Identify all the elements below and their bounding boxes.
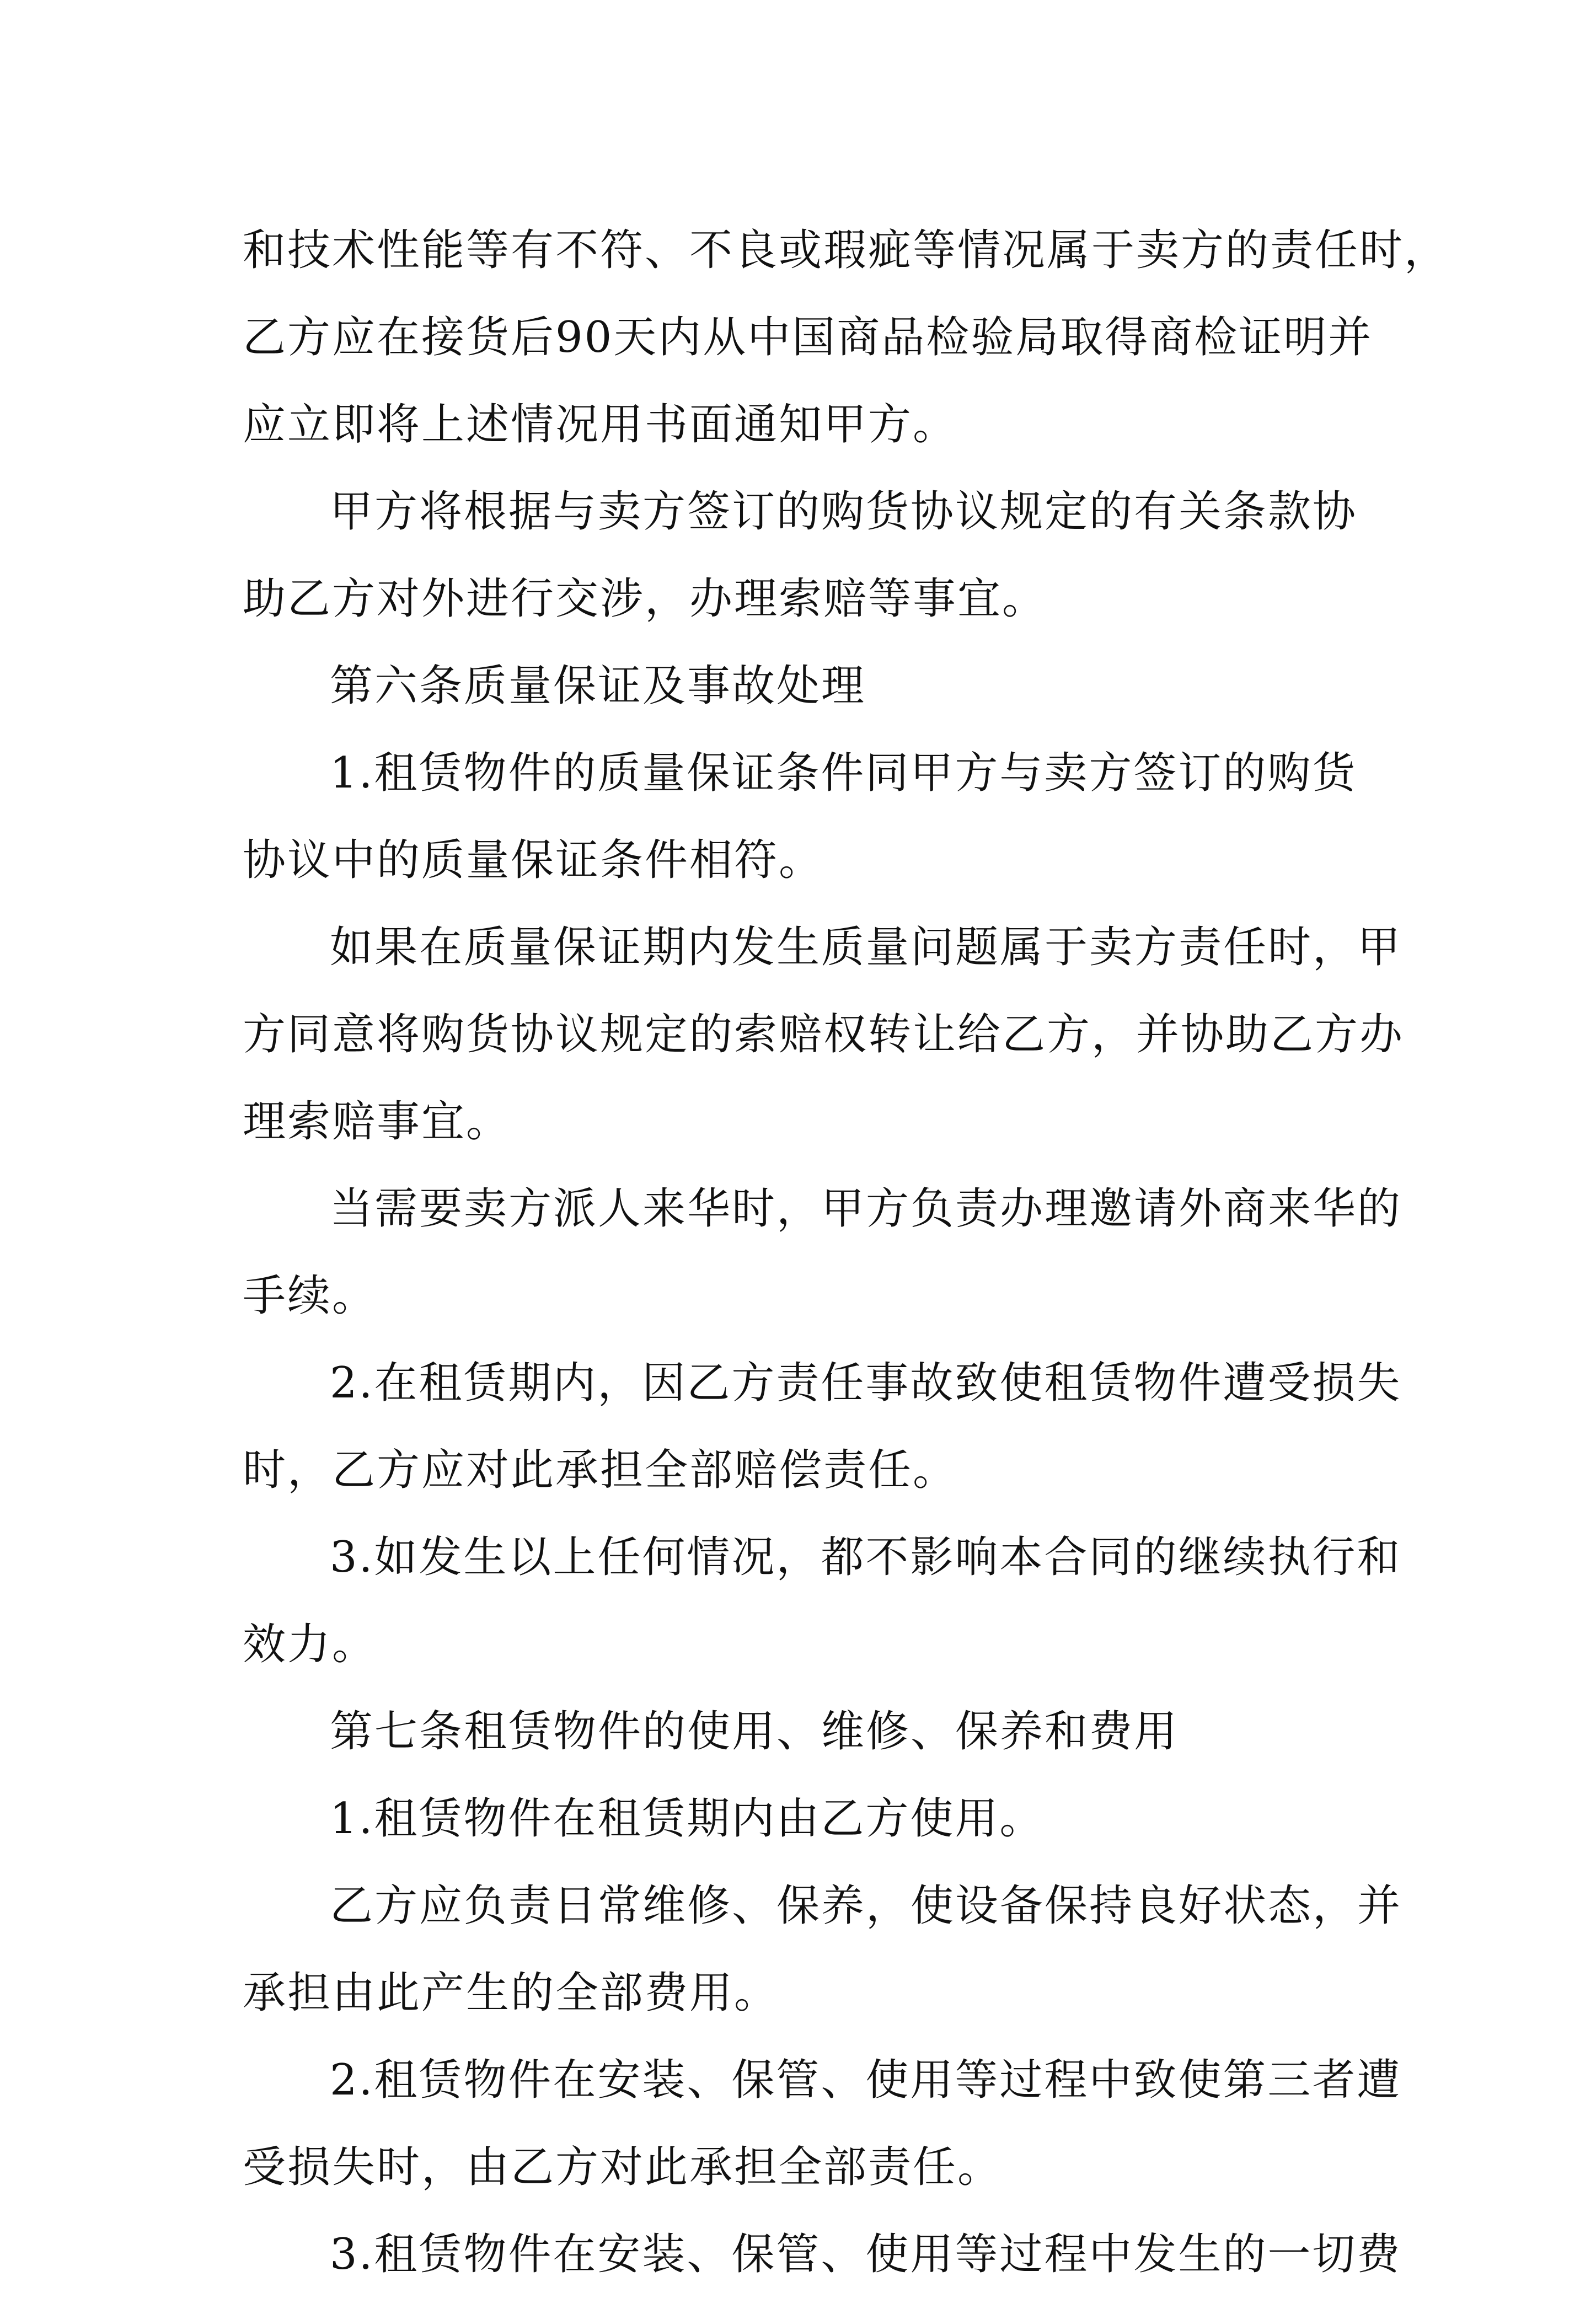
text-line: 助乙方对外进行交涉，办理索赔等事宜。 <box>243 574 1047 624</box>
text-line: 手续。 <box>243 1271 377 1321</box>
text-line: 1.租赁物件的质量保证条件同甲方与卖方签订的购货 <box>330 748 1357 798</box>
text-line: 1.租赁物件在租赁期内由乙方使用。 <box>330 1794 1045 1844</box>
text-line: 3.如发生以上任何情况，都不影响本合同的继续执行和 <box>330 1533 1402 1582</box>
text-line: 乙方应在接货后90天内从中国商品检验局取得商检证明并 <box>243 313 1373 362</box>
text-line: 承担由此产生的全部费用。 <box>243 1968 779 2018</box>
text-line: 效力。 <box>243 1620 377 1669</box>
text-line: 乙方应负责日常维修、保养，使设备保持良好状态，并 <box>330 1881 1402 1931</box>
text-line: 3.租赁物件在安装、保管、使用等过程中发生的一切费 <box>330 2230 1402 2279</box>
text-line: 2.租赁物件在安装、保管、使用等过程中致使第三者遭 <box>330 2055 1402 2105</box>
document-body <box>243 207 1449 2298</box>
text-line: 如果在质量保证期内发生质量问题属于卖方责任时，甲 <box>330 923 1402 972</box>
text-line: 方同意将购货协议规定的索赔权转让给乙方，并协助乙方办 <box>243 1010 1405 1059</box>
text-line: 受损失时，由乙方对此承担全部责任。 <box>243 2142 1003 2192</box>
section-heading: 第七条租赁物件的使用、维修、保养和费用 <box>330 1707 1179 1756</box>
text-line: 协议中的质量保证条件相符。 <box>243 835 824 885</box>
text-line: 应立即将上述情况用书面通知甲方。 <box>243 400 958 449</box>
text-line: 时，乙方应对此承担全部赔偿责任。 <box>243 1445 958 1495</box>
text-line: 理索赔事宜。 <box>243 1097 511 1147</box>
text-line: 和技术性能等有不符、不良或瑕疵等情况属于卖方的责任时， <box>243 226 1449 275</box>
text-line: 甲方将根据与卖方签订的购货协议规定的有关条款协 <box>330 487 1358 537</box>
section-heading: 第六条质量保证及事故处理 <box>330 661 866 711</box>
text-line: 2.在租赁期内，因乙方责任事故致使租赁物件遭受损失 <box>330 1358 1402 1408</box>
text-line: 当需要卖方派人来华时，甲方负责办理邀请外商来华的 <box>330 1184 1402 1234</box>
